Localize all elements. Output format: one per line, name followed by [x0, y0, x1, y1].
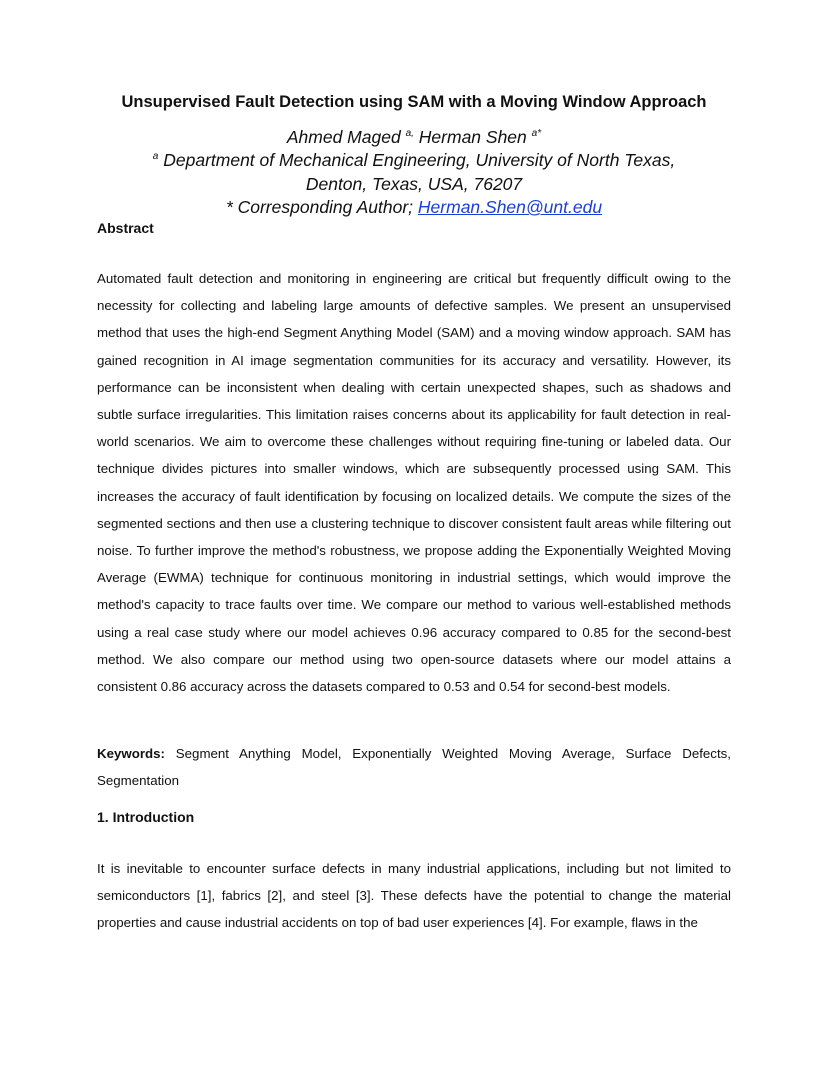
paper-title: Unsupervised Fault Detection using SAM with a Moving Window Approach — [121, 93, 707, 111]
author-line — [0, 127, 828, 148]
keywords-label: Keywords: — [97, 746, 165, 761]
corresponding-author-line — [0, 197, 828, 218]
corresponding-prefix: * Corresponding Author; — [225, 197, 414, 217]
affiliation-line — [0, 150, 828, 171]
author-superscript: a* — [531, 128, 542, 139]
corresponding-email-link[interactable]: Herman.Shen@unt.edu — [417, 197, 603, 217]
author-name: Herman Shen — [418, 127, 527, 147]
affiliation-location: Denton, Texas, USA, 76207 — [305, 174, 523, 194]
introduction-heading: 1. Introduction — [97, 809, 195, 825]
keywords-paragraph — [97, 740, 731, 794]
keywords-text: Segment Anything Model, Exponentially Weighted Moving Average, Surface Defects, Segmentation — [97, 746, 731, 789]
author-name: Ahmed Maged — [286, 127, 401, 147]
affiliation-text: Department of Mechanical Engineering, University of North Texas, — [163, 150, 676, 170]
affiliation-superscript: a — [152, 151, 159, 162]
abstract-heading: Abstract — [97, 220, 154, 236]
author-superscript: a, — [405, 128, 414, 139]
introduction-body: It is inevitable to encounter surface defects in many industrial applications, including but not limited to semiconductors [1], fabrics [2], and steel [3]. These defects have the potential to change the material properties and cause industrial accidents on top of bad user experiences [4]. For example, flaws in the — [97, 861, 731, 931]
abstract-body: Automated fault detection and monitoring in engineering are critical but frequently difficult owing to the necessity for collecting and labeling large amounts of defective samples. We present an unsupervised method that uses the high-end Segment Anything Model (SAM) and a moving window approach. SAM has gained recognition in AI image segmentation communities for its accuracy and versatility. However, its performance can be inconsistent when dealing with certain unexpected shapes, such as shadows and subtle surface irregularities. This limitation raises concerns about its applicability for fault detection in real-world scenarios. We aim to overcome these challenges without requiring fine-tuning or labeled data. Our technique divides pictures into smaller windows, which are subsequently processed using SAM. This increases the accuracy of fault identification by focusing on localized details. We compute the sizes of the segmented sections and then use a clustering technique to discover consistent fault areas while filtering out noise. To further improve the method's robustness, we propose adding the Exponentially Weighted Moving Average (EWMA) technique for continuous monitoring in industrial settings, which would improve the method's capacity to trace faults over time. We compare our method to various well-established methods using a real case study where our model achieves 0.96 accuracy compared to 0.85 for the second-best method. We also compare our method using two open-source datasets where our model attains a consistent 0.86 accuracy across the datasets compared to 0.53 and 0.54 for second-best models. — [97, 271, 731, 695]
